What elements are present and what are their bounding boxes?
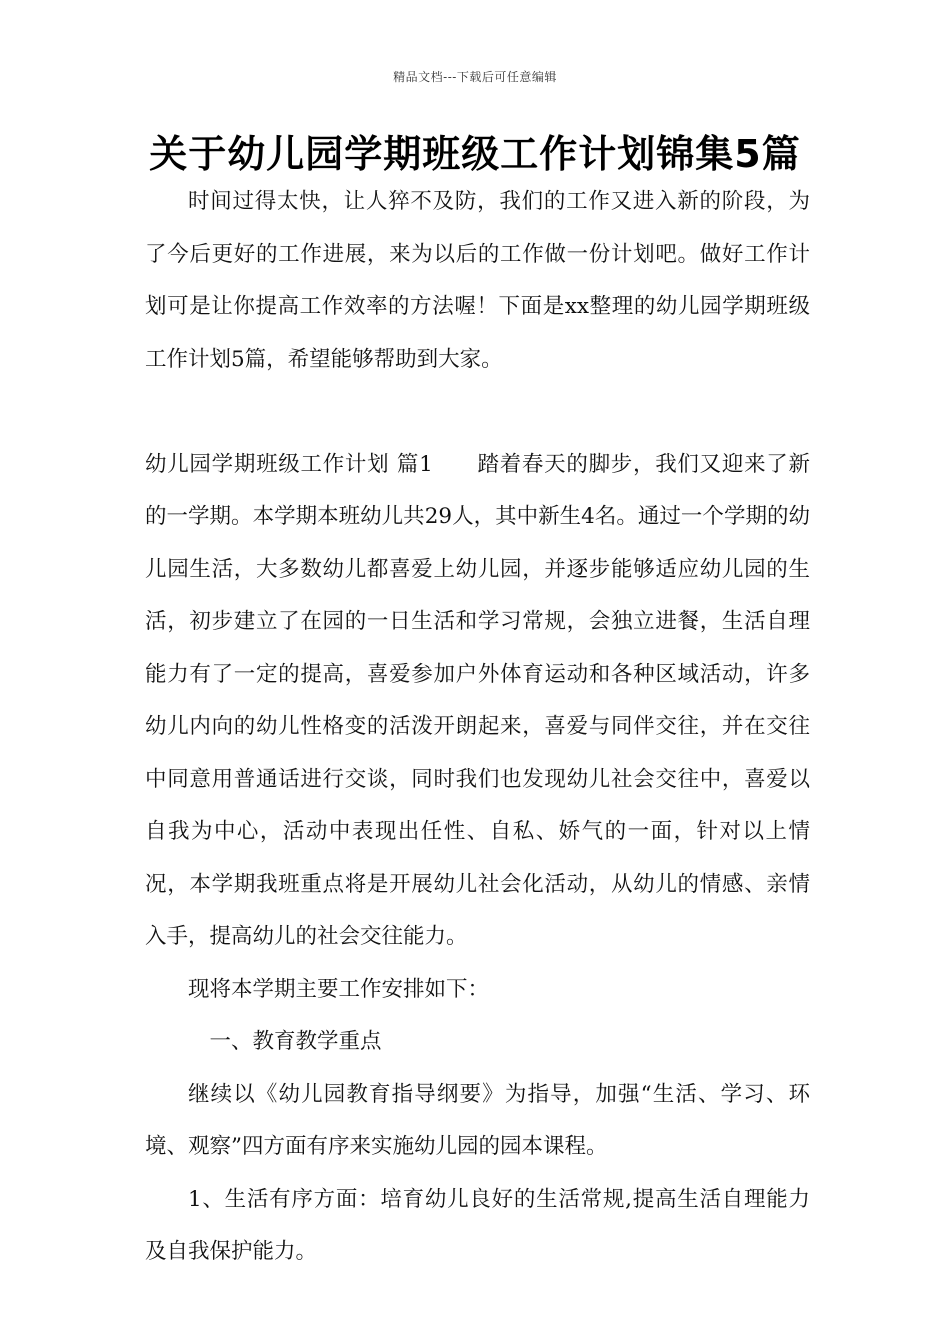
guideline-paragraph: 继续以《幼儿园教育指导纲要》为指导，加强“生活、学习、环境、观察”四方面有序来实施幼儿园的园本课程。: [145, 1081, 810, 1159]
section-1-heading: 幼儿园学期班级工作计划 篇1: [145, 451, 433, 477]
document-body: [145, 176, 810, 1279]
arrangement-paragraph: 现将本学期主要工作安排如下：: [188, 976, 490, 1002]
life-order-paragraph: 1、生活有序方面：培育幼儿良好的生活常规,提高生活自理能力及自我保护能力。: [145, 1186, 810, 1264]
paragraph-gap: [145, 386, 810, 439]
document-title: 关于幼儿园学期班级工作计划锦集5篇: [149, 132, 801, 176]
section-1-text: 踏着春天的脚步，我们又迎来了新的一学期。本学期本班幼儿共29人，其中新生4名。通过一个学期的幼儿园生活，大多数幼儿都喜爱上幼儿园，并逐步能够适应幼儿园的生活，初步建立了在园的一日生活和学习常规，会独立进餐，生活自理能力有了一定的提高，喜爱参加户外体育运动和各种区域活动，许多幼儿内向的幼儿性格变的活泼开朗起来，喜爱与同伴交往，并在交往中同意用普通话进行交谈，同时我们也发现幼儿社会交往中，喜爱以自我为中心，活动中表现出任性、自私、娇气的一面，针对以上情况，本学期我班重点将是开展幼儿社会化活动，从幼儿的情感、亲情入手，提高幼儿的社会交往能力。: [145, 451, 810, 949]
section-1-paragraph: [145, 439, 810, 964]
header-note: 精品文档---下载后可任意编辑: [393, 70, 557, 84]
intro-paragraph: 时间过得太快，让人猝不及防，我们的工作又进入新的阶段，为了今后更好的工作进展，来为以后的工作做一份计划吧。做好工作计划可是让你提高工作效率的方法喔！下面是xx整理的幼儿园学期班级工作计划5篇，希望能够帮助到大家。: [145, 189, 810, 372]
subheading-teaching-focus: 一、教育教学重点: [209, 1029, 382, 1054]
